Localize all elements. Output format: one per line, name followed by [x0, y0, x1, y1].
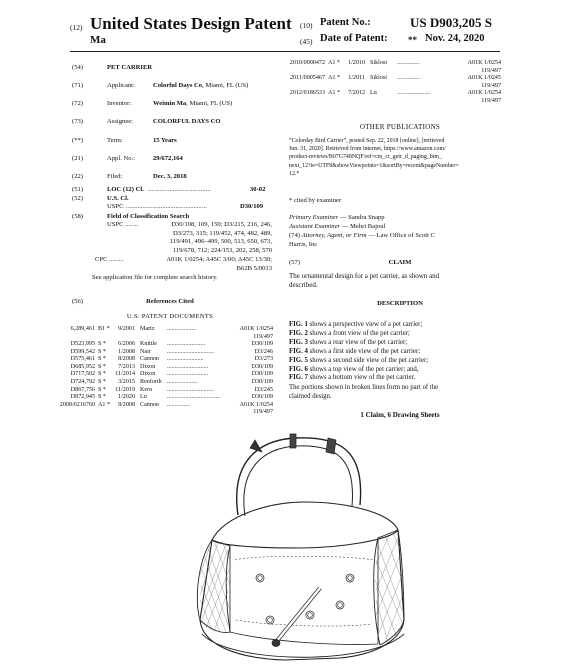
uspc-value: D30/109 — [240, 203, 264, 210]
figure-description — [289, 339, 519, 348]
attorney-continued: Harris, Inc — [289, 241, 318, 248]
reference-number: 2011/0005467 — [290, 75, 325, 81]
other-publications — [289, 137, 519, 178]
term-label: Term: — [107, 137, 123, 144]
reference-leader: ............................... — [167, 348, 215, 355]
filed-date: Dec. 3, 2018 — [153, 173, 187, 180]
appl-label: Appl. No.: — [107, 155, 136, 162]
field-uspc-line: 119/678, 712; 224/153, 202, 258, 570 — [172, 246, 272, 254]
reference-date: 11/2014 — [115, 371, 135, 378]
title-code: (54) — [72, 64, 83, 71]
figure-text: shows a perspective view of a pet carrier; — [307, 321, 423, 328]
attorney: (74) Attorney, Agent, or Firm — Law Office of Scott C — [289, 232, 435, 239]
reference-class: D3/245 — [254, 386, 273, 393]
reference-number: D523,995 — [70, 341, 95, 347]
reference-leader: ............... — [397, 60, 420, 66]
reference-date: 6/2006 — [118, 341, 135, 347]
inventor-code: (72) — [72, 100, 83, 107]
field-uspc-line: D3/273, 315; 119/452, 474, 482, 489, — [172, 229, 272, 237]
field-label: Field of Classification Search — [107, 213, 190, 220]
reference-class: A01K 1/0254 — [467, 60, 501, 66]
reference-inventor: Nair — [140, 348, 151, 355]
uscl-label: U.S. Cl. — [107, 195, 129, 202]
reference-leader: ............... — [167, 401, 190, 408]
figure-label: FIG. 7 — [289, 374, 308, 382]
reference-date: 7/2012 — [348, 90, 365, 96]
reference-class: A01K 1/0245 — [467, 75, 501, 81]
figure-label: FIG. 6 — [289, 365, 308, 373]
figure-list — [289, 321, 519, 383]
reference-class-secondary: 119/497 — [253, 333, 273, 340]
reference-inventor: Cannon — [140, 356, 159, 363]
reference-class: A01K 1/0254 — [467, 90, 501, 96]
reference-kind: S * — [98, 386, 106, 393]
reference-date: 11/2019 — [115, 386, 135, 393]
reference-date: 9/2008 — [118, 401, 135, 408]
reference-number: D685,952 — [70, 363, 95, 370]
term-code: (**) — [72, 137, 83, 144]
claims-summary: 1 Claim, 6 Drawing Sheets — [360, 411, 440, 419]
figure-text: shows a rear view of the pet carrier; — [307, 338, 408, 346]
inventor-label: Inventor: — [107, 100, 132, 107]
term: 15 Years — [153, 137, 177, 144]
reference-kind: A1 * — [328, 75, 341, 81]
reference-class-secondary: 119/497 — [481, 82, 501, 89]
reference-date: 9/2001 — [118, 326, 135, 332]
reference-class-secondary: 119/497 — [481, 97, 501, 104]
filed-code: (22) — [72, 173, 83, 180]
reference-inventor: Knittle — [140, 341, 157, 347]
figure-description — [289, 321, 519, 330]
reference-leader: ............... — [397, 75, 420, 81]
reference-class: D30/109 — [251, 394, 273, 401]
reference-number: D717,502 — [70, 371, 95, 378]
figure-text: shows a top view of the pet carrier; and, — [307, 365, 419, 373]
reference-inventor: Lu — [140, 394, 147, 401]
reference-kind: A1 * — [328, 90, 341, 96]
patent-number: US D903,205 S — [410, 15, 492, 30]
publication-line: “Colorday Bird Carrier”, posted Sep. 22, 2018 [online], [retrieved — [289, 138, 445, 144]
references-list — [55, 326, 285, 416]
reference-leader: ............................... — [167, 386, 215, 393]
reference-date: 8/2008 — [118, 356, 135, 363]
reference-inventor: Dixon — [140, 371, 156, 378]
reference-inventor: Dixon — [140, 363, 156, 370]
reference-class: A01K 1/0254 — [239, 401, 273, 408]
other-publications-heading: OTHER PUBLICATIONS — [359, 123, 441, 131]
filed-label: Filed: — [107, 173, 123, 180]
primary-examiner: Primary Examiner — Sandra Snapp — [289, 214, 385, 221]
code-12: (12) — [70, 23, 83, 32]
references-heading: References Cited — [146, 298, 194, 305]
reference-class: D30/109 — [251, 371, 273, 378]
patent-no-label: Patent No.: — [320, 17, 371, 28]
cpc-line: A01K 1/0254; A45C 3/00; A45C 13/30; — [166, 256, 272, 263]
publication-line: 12.* — [289, 170, 300, 177]
field-uspc-line: D30/108, 109, 150; D3/215, 216, 246, — [171, 221, 272, 228]
patent-date: Nov. 24, 2020 — [425, 33, 485, 44]
reference-class: D3/246 — [254, 348, 273, 355]
reference-leader: ................................... — [167, 394, 220, 401]
reference-inventor: Siklosi — [370, 60, 387, 66]
claim-text: The ornamental design for a pet carrier, as shown and — [289, 272, 440, 280]
references-list-continued — [285, 60, 515, 110]
broken-lines-note: claimed design. — [289, 393, 332, 400]
figure-text: shows a second side view of the pet carrier; — [307, 356, 429, 364]
cpc-line: B62B 5/0013 — [236, 264, 272, 272]
reference-number: D867,756 — [70, 386, 95, 393]
reference-leader: ......................... — [167, 341, 206, 347]
claim-code: (57) — [289, 259, 300, 266]
reference-leader: ........................ — [167, 356, 204, 363]
figure-text: shows a first side view of the pet carrier; — [307, 347, 421, 355]
cited-by-examiner: * cited by examiner — [289, 197, 342, 204]
assistant-examiner: Assistant Examiner — Mehri Bajoul — [289, 223, 386, 230]
publication-line: product-reviews/B07G748NQF/ref=cm_cr_getr_d_paging_btm_ — [289, 154, 442, 161]
field-code: (58) — [72, 213, 83, 220]
reference-class: D30/109 — [251, 341, 273, 347]
date-marker: ** — [408, 35, 417, 45]
reference-number: 6,289,461 — [70, 326, 95, 332]
broken-lines-note: The portions shown in broken lines form no part of the — [289, 384, 439, 391]
reference-date: 1/2010 — [348, 60, 365, 66]
reference-inventor: Martz — [140, 326, 155, 332]
reference-number: D872,945 — [70, 394, 95, 401]
reference-date: 3/2015 — [118, 379, 135, 385]
applicant-code: (71) — [72, 82, 83, 89]
reference-date: 7/2013 — [118, 363, 135, 370]
figure-text: shows a bottom view of the pet carrier. — [307, 374, 416, 382]
claim-text: described. — [289, 281, 318, 289]
figure-description — [289, 357, 519, 366]
reference-class: D3/273 — [254, 356, 273, 363]
figure-description — [289, 366, 519, 375]
date-label: Date of Patent: — [320, 33, 388, 44]
loc-label: LOC (12) Cl. — [107, 186, 144, 193]
reference-inventor: Renforth — [140, 379, 162, 385]
figure-description — [289, 374, 519, 383]
code-45: (45) — [300, 37, 313, 46]
reference-inventor: Siklosi — [370, 75, 387, 81]
reference-kind: A1 * — [328, 60, 341, 66]
code-10: (10) — [300, 21, 313, 30]
reference-kind: S * — [98, 348, 106, 355]
figure-label: FIG. 1 — [289, 321, 308, 328]
reference-inventor: Lu — [370, 90, 377, 96]
description-heading: DESCRIPTION — [377, 300, 423, 307]
header-rule — [70, 51, 500, 52]
see-application: See application file for complete search history. — [92, 274, 218, 281]
loc-value: 30-02 — [250, 186, 266, 193]
figure-description — [289, 330, 519, 339]
reference-number: 2012/0186533 — [289, 90, 325, 96]
reference-class: D30/109 — [251, 379, 273, 385]
reference-leader: ................... — [167, 326, 196, 332]
field-uspc-line: 119/491, 496–499, 500, 513, 650, 673, — [169, 238, 272, 245]
reference-number: D724,792 — [70, 379, 95, 385]
reference-leader: ...................... — [397, 90, 431, 96]
loc-dots: ...................................... — [148, 186, 211, 193]
reference-kind: S * — [98, 394, 106, 401]
reference-kind: S * — [98, 371, 106, 378]
reference-kind: S * — [98, 356, 106, 363]
claim-heading: CLAIM — [388, 259, 412, 266]
loc-code: (51) — [72, 186, 83, 193]
reference-number: 2010/0000472 — [289, 60, 325, 66]
pet-carrier-drawing — [190, 420, 420, 670]
invention-title: PET CARRIER — [107, 64, 153, 71]
reference-date: 1/2020 — [118, 394, 135, 401]
uspc-label: USPC — [107, 203, 124, 210]
assignee-label: Assignee: — [107, 118, 134, 125]
reference-date: 1/2008 — [118, 348, 135, 355]
reference-class: A01K 1/0254 — [239, 326, 273, 332]
uspc-dots: ................................................. — [126, 203, 207, 210]
us-patent-documents-heading: U.S. PATENT DOCUMENTS — [126, 313, 214, 320]
reference-kind: S * — [98, 341, 106, 347]
reference-number: D599,542 — [70, 348, 95, 355]
applicant: Colorful Days Co, Miami, FL (US) — [153, 82, 249, 89]
reference-kind: S * — [98, 379, 106, 385]
inventor: Weimin Ma, Miami, FL (US) — [153, 100, 233, 107]
reference-class: D30/109 — [251, 363, 273, 370]
reference-number: D575,461 — [70, 356, 95, 363]
references-code: (56) — [72, 298, 83, 305]
reference-class-secondary: 119/497 — [481, 67, 501, 74]
uscl-code: (52) — [72, 195, 83, 202]
publication-line: next_12?ie=UTF8&showViewpoints=1&sortBy=recent&pageNumber= — [289, 162, 459, 169]
reference-kind: S * — [98, 363, 106, 370]
appl-number: 29/672,164 — [153, 155, 183, 162]
reference-inventor: Cannon — [140, 401, 159, 408]
reference-class-secondary: 119/497 — [253, 409, 273, 416]
reference-inventor: Kern — [140, 386, 153, 393]
applicant-label: Applicant: — [107, 82, 135, 89]
reference-leader: ........................... — [167, 371, 209, 378]
figure-label: FIG. 2 — [289, 329, 308, 337]
reference-number: 2008/0216760 — [59, 401, 95, 408]
cpc-label: CPC ......... — [95, 256, 124, 263]
reference-leader: ........................... — [167, 363, 209, 370]
inventor-surname: Ma — [90, 34, 106, 46]
figure-text: shows a front view of the pet carrier; — [307, 329, 410, 337]
document-title: United States Design Patent — [90, 14, 292, 33]
figure-label: FIG. 3 — [289, 338, 308, 346]
figure-label: FIG. 5 — [289, 356, 308, 364]
reference-kind: A1 * — [98, 401, 111, 408]
figure-label: FIG. 4 — [289, 347, 308, 355]
reference-kind: B1 * — [98, 326, 110, 332]
assignee-code: (73) — [72, 118, 83, 125]
appl-code: (21) — [72, 155, 83, 162]
figure-description — [289, 348, 519, 357]
reference-leader: .................... — [167, 379, 198, 385]
assignee: COLORFUL DAYS CO — [153, 118, 221, 125]
publication-line: Jun. 31, 2020]. Retrieved from internet, https://www.amazon.com/ — [289, 146, 446, 153]
reference-date: 1/2011 — [348, 75, 365, 81]
field-uspc-label: USPC ........ — [107, 221, 139, 228]
